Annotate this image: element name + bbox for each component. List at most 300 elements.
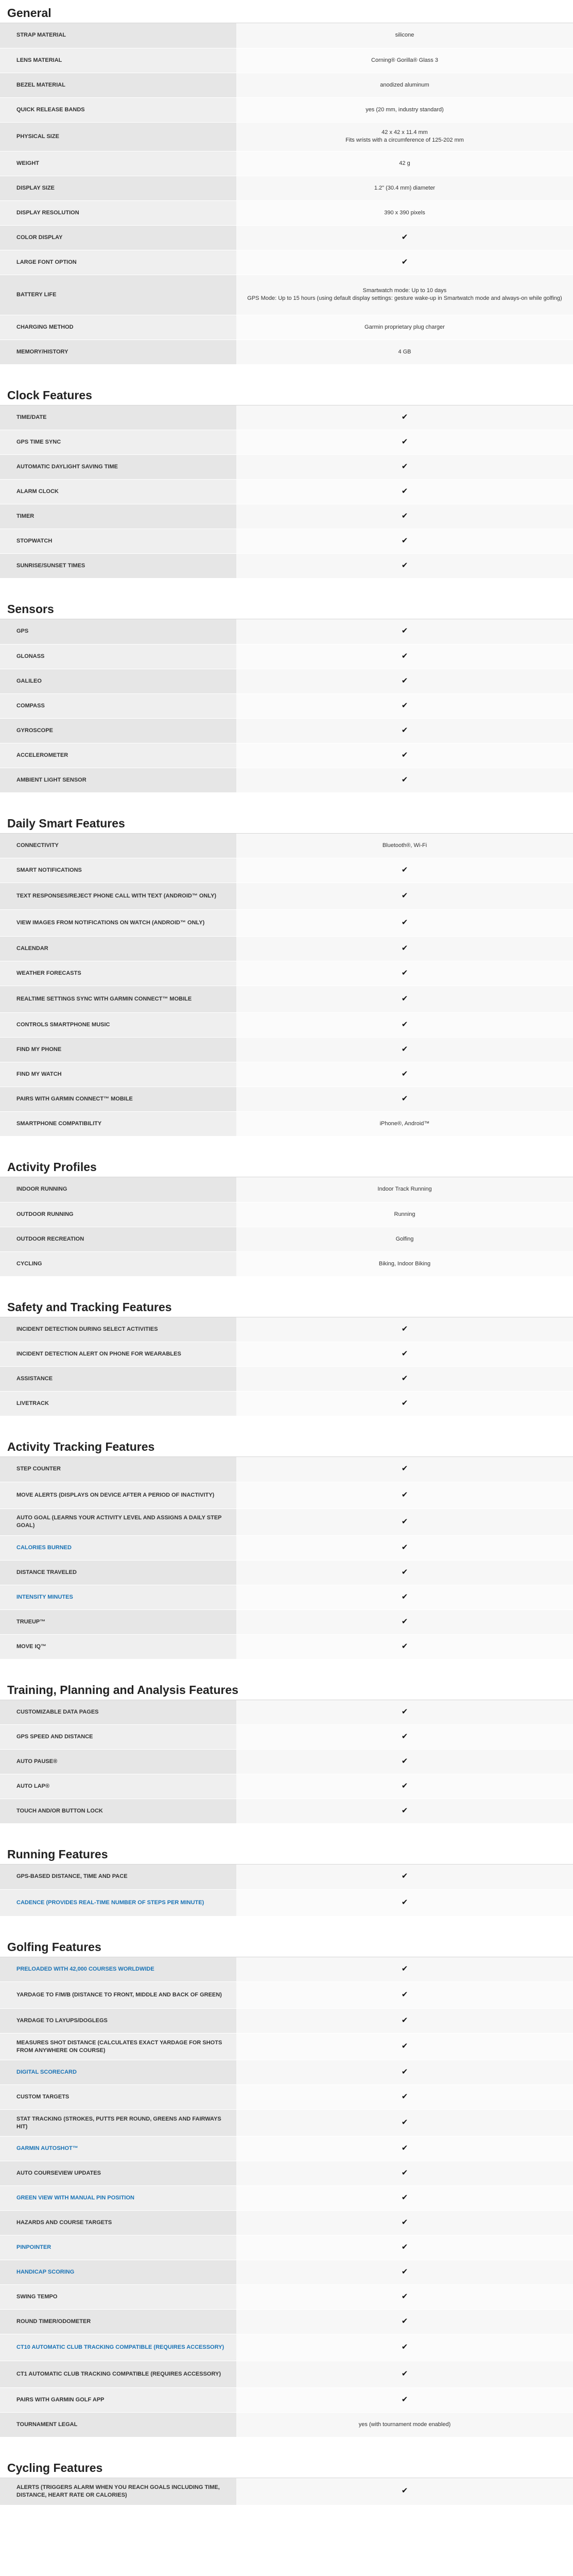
checkmark-icon: ✔	[401, 1517, 408, 1526]
checkmark-icon: ✔	[401, 2292, 408, 2301]
spec-label: PAIRS WITH GARMIN GOLF APP	[16, 2397, 105, 2403]
spec-value-cell	[236, 455, 573, 480]
spec-label-cell	[0, 986, 236, 1013]
spec-row	[0, 529, 573, 554]
spec-label: LARGE FONT OPTION	[16, 259, 77, 265]
spec-value-cell	[236, 315, 573, 340]
spec-label-cell	[0, 1585, 236, 1609]
spec-row	[0, 2110, 573, 2137]
spec-value-cell	[236, 1087, 573, 1112]
checkmark-icon: ✔	[401, 1990, 408, 1999]
spec-value-cell	[236, 1535, 573, 1560]
spec-label-cell	[0, 1392, 236, 1416]
spec-row	[0, 122, 573, 151]
spec-row	[0, 743, 573, 768]
spec-value-cell	[236, 48, 573, 73]
spec-row	[0, 1957, 573, 1982]
spec-label-cell	[0, 315, 236, 340]
spec-label: ACCELEROMETER	[16, 752, 68, 758]
spec-row	[0, 2260, 573, 2285]
spec-label: STOPWATCH	[16, 538, 53, 544]
checkmark-icon: ✔	[401, 1324, 408, 1333]
spec-table-activity-profiles	[0, 1177, 573, 1277]
spec-row	[0, 2235, 573, 2260]
checkmark-icon: ✔	[401, 750, 408, 759]
spec-label-link[interactable]: DIGITAL SCORECARD	[16, 2069, 77, 2075]
spec-value-cell	[236, 176, 573, 200]
spec-label: AUTO LAP®	[16, 1783, 50, 1789]
spec-label: AUTO PAUSE®	[16, 1758, 58, 1765]
spec-label-cell	[0, 2260, 236, 2285]
checkmark-icon: ✔	[401, 626, 408, 636]
spec-label: DISPLAY SIZE	[16, 184, 55, 191]
spec-label: CUSTOMIZABLE DATA PAGES	[16, 1708, 99, 1715]
spec-label: TEXT RESPONSES/REJECT PHONE CALL WITH TEXT (ANDROID™ ONLY)	[16, 893, 217, 899]
spec-row	[0, 2186, 573, 2211]
spec-label-cell	[0, 405, 236, 430]
spec-label-cell	[0, 1535, 236, 1560]
spec-label-link[interactable]: CALORIES BURNED	[16, 1544, 72, 1551]
spec-row	[0, 1227, 573, 1251]
spec-label-cell	[0, 2161, 236, 2186]
spec-label: AUTO GOAL (LEARNS YOUR ACTIVITY LEVEL AND ASSIGNS A DAILY STEP GOAL)	[16, 1515, 222, 1529]
spec-row	[0, 619, 573, 644]
spec-value-cell	[236, 122, 573, 151]
spec-value-cell	[236, 97, 573, 122]
spec-label-cell	[0, 619, 236, 644]
spec-label-cell	[0, 1725, 236, 1750]
spec-label-cell	[0, 1865, 236, 1889]
spec-label-link[interactable]: GARMIN AUTOSHOT™	[16, 2145, 78, 2151]
spec-row	[0, 200, 573, 225]
spec-row	[0, 2161, 573, 2186]
spec-row	[0, 2060, 573, 2085]
spec-value-cell	[236, 529, 573, 554]
spec-label: GPS	[16, 628, 29, 635]
spec-label: GPS SPEED AND DISTANCE	[16, 1734, 93, 1740]
section-title-training-planning-and-analysis-features: Training, Planning and Analysis Features	[0, 1671, 573, 1700]
spec-value-cell	[236, 504, 573, 529]
spec-value-cell	[236, 669, 573, 693]
checkmark-icon: ✔	[401, 1094, 408, 1103]
checkmark-icon: ✔	[401, 1490, 408, 1499]
spec-label: INCIDENT DETECTION DURING SELECT ACTIVITIES	[16, 1326, 158, 1332]
spec-label-cell	[0, 693, 236, 718]
spec-label-cell	[0, 1177, 236, 1202]
spec-label-link[interactable]: HANDICAP SCORING	[16, 2269, 75, 2275]
spec-row	[0, 2211, 573, 2235]
checkmark-icon: ✔	[401, 1543, 408, 1552]
spec-value-cell	[236, 2211, 573, 2235]
spec-value-cell	[236, 2310, 573, 2334]
checkmark-icon: ✔	[401, 2317, 408, 2326]
checkmark-icon: ✔	[401, 1592, 408, 1601]
section-title-activity-profiles: Activity Profiles	[0, 1148, 573, 1177]
checkmark-icon: ✔	[401, 651, 408, 660]
spec-label: VIEW IMAGES FROM NOTIFICATIONS ON WATCH (ANDROID™ ONLY)	[16, 920, 205, 926]
spec-value-cell	[236, 910, 573, 937]
spec-label-cell	[0, 961, 236, 986]
spec-row	[0, 883, 573, 910]
section-title-cycling-features: Cycling Features	[0, 2449, 573, 2478]
spec-value-cell	[236, 250, 573, 275]
spec-table-activity-tracking-features	[0, 1457, 573, 1659]
spec-label-cell	[0, 48, 236, 73]
spec-label-cell	[0, 504, 236, 529]
spec-label-cell	[0, 2361, 236, 2388]
spec-value-cell	[236, 2085, 573, 2110]
spec-label: TIME/DATE	[16, 414, 47, 420]
spec-value-cell	[236, 2413, 573, 2437]
spec-label: AMBIENT LIGHT SENSOR	[16, 776, 86, 783]
spec-table-general	[0, 23, 573, 365]
spec-value: 1.2" (30.4 mm) diameter	[374, 184, 436, 191]
spec-value-cell	[236, 883, 573, 910]
spec-value-cell	[236, 2235, 573, 2260]
spec-row	[0, 315, 573, 340]
checkmark-icon: ✔	[401, 512, 408, 520]
spec-value: 4 GB	[398, 348, 411, 355]
checkmark-icon: ✔	[401, 2016, 408, 2025]
spec-row	[0, 151, 573, 176]
spec-label-cell	[0, 2060, 236, 2085]
spec-value-cell	[236, 1774, 573, 1799]
spec-value-cell	[236, 1062, 573, 1087]
spec-value-cell	[236, 1367, 573, 1392]
spec-label: GYROSCOPE	[16, 727, 53, 734]
checkmark-icon: ✔	[401, 1349, 408, 1358]
spec-label-link[interactable]: PINPOINTER	[16, 2244, 51, 2250]
spec-label-cell	[0, 2388, 236, 2413]
spec-label-cell	[0, 340, 236, 364]
spec-value-cell	[236, 225, 573, 250]
spec-value-cell	[236, 73, 573, 97]
spec-label-cell	[0, 1560, 236, 1585]
spec-label-cell	[0, 1367, 236, 1392]
spec-value: Indoor Track Running	[377, 1186, 432, 1193]
spec-value: silicone	[395, 32, 414, 39]
spec-value-cell	[236, 1013, 573, 1038]
spec-label-cell	[0, 2186, 236, 2211]
spec-label: CONTROLS SMARTPHONE MUSIC	[16, 1022, 110, 1028]
checkmark-icon: ✔	[401, 969, 408, 977]
spec-row	[0, 2009, 573, 2033]
spec-label-cell	[0, 858, 236, 883]
checkmark-icon: ✔	[401, 2067, 408, 2076]
spec-value-cell	[236, 1750, 573, 1774]
checkmark-icon: ✔	[401, 412, 408, 421]
spec-label-cell	[0, 97, 236, 122]
checkmark-icon: ✔	[401, 487, 408, 496]
spec-label: DISTANCE TRAVELED	[16, 1569, 77, 1575]
spec-value-cell	[236, 986, 573, 1013]
spec-row	[0, 1112, 573, 1137]
section-spacer	[0, 1824, 573, 1835]
spec-label: CUSTOM TARGETS	[16, 2094, 70, 2100]
spec-label-cell	[0, 883, 236, 910]
checkmark-icon: ✔	[401, 866, 408, 874]
checkmark-icon: ✔	[401, 1641, 408, 1651]
checkmark-icon: ✔	[401, 2369, 408, 2378]
spec-label-cell	[0, 2033, 236, 2060]
spec-label: WEIGHT	[16, 160, 39, 166]
spec-label: FIND MY PHONE	[16, 1046, 62, 1053]
spec-label-cell	[0, 1889, 236, 1916]
checkmark-icon: ✔	[401, 257, 408, 266]
spec-label-cell	[0, 2137, 236, 2161]
spec-value-cell	[236, 480, 573, 504]
section-spacer	[0, 793, 573, 804]
spec-value-cell	[236, 1509, 573, 1535]
spec-label-cell	[0, 2285, 236, 2310]
spec-label: GPS-BASED DISTANCE, TIME AND PACE	[16, 1873, 128, 1880]
spec-label: SMARTPHONE COMPATIBILITY	[16, 1121, 102, 1127]
section-spacer	[0, 1277, 573, 1288]
spec-label: COMPASS	[16, 702, 45, 709]
spec-label: CONNECTIVITY	[16, 842, 59, 849]
spec-label: BEZEL MATERIAL	[16, 81, 65, 88]
spec-label-cell	[0, 1799, 236, 1824]
spec-label-cell	[0, 480, 236, 504]
spec-label: PHYSICAL SIZE	[16, 133, 59, 140]
checkmark-icon: ✔	[401, 1399, 408, 1408]
checkmark-icon: ✔	[401, 2042, 408, 2050]
spec-row	[0, 2085, 573, 2110]
spec-label: OUTDOOR RECREATION	[16, 1235, 84, 1242]
section-title-activity-tracking-features: Activity Tracking Features	[0, 1428, 573, 1457]
spec-label: BATTERY LIFE	[16, 291, 57, 298]
spec-label-cell	[0, 2085, 236, 2110]
spec-label: LIVETRACK	[16, 1400, 49, 1406]
spec-label-cell	[0, 23, 236, 48]
spec-label-cell	[0, 1038, 236, 1062]
spec-label: MOVE ALERTS (DISPLAYS ON DEVICE AFTER A PERIOD OF INACTIVITY)	[16, 1492, 215, 1498]
spec-row	[0, 1585, 573, 1609]
spec-value-cell	[236, 1251, 573, 1276]
spec-label-cell	[0, 834, 236, 858]
spec-label: PAIRS WITH GARMIN CONNECT™ MOBILE	[16, 1096, 133, 1102]
spec-table-daily-smart-features	[0, 834, 573, 1137]
spec-label-cell	[0, 225, 236, 250]
spec-value: yes (with tournament mode enabled)	[358, 2421, 451, 2428]
checkmark-icon: ✔	[401, 1567, 408, 1577]
checkmark-icon: ✔	[401, 536, 408, 545]
section-title-daily-smart-features: Daily Smart Features	[0, 804, 573, 834]
spec-value-cell	[236, 961, 573, 986]
spec-row	[0, 1774, 573, 1799]
spec-label-cell	[0, 1774, 236, 1799]
spec-label-cell	[0, 1982, 236, 2009]
spec-label-cell	[0, 1202, 236, 1227]
spec-row	[0, 2478, 573, 2505]
spec-label: ALERTS (TRIGGERS ALARM WHEN YOU REACH GOALS INCLUDING TIME, DISTANCE, HEART RATE OR CALORIES)	[16, 2484, 220, 2498]
spec-value-cell	[236, 1038, 573, 1062]
spec-row	[0, 97, 573, 122]
spec-label-cell	[0, 669, 236, 693]
spec-value-cell	[236, 718, 573, 743]
checkmark-icon: ✔	[401, 891, 408, 900]
spec-label-link[interactable]: INTENSITY MINUTES	[16, 1594, 73, 1600]
checkmark-icon: ✔	[401, 1964, 408, 1973]
spec-label-cell	[0, 1609, 236, 1634]
spec-row	[0, 1750, 573, 1774]
spec-label-link[interactable]: CT10 AUTOMATIC CLUB TRACKING COMPATIBLE (REQUIRES ACCESSORY)	[16, 2344, 224, 2350]
checkmark-icon: ✔	[401, 2343, 408, 2351]
spec-label: REALTIME SETTINGS SYNC WITH GARMIN CONNECT™ MOBILE	[16, 996, 192, 1002]
checkmark-icon: ✔	[401, 775, 408, 784]
spec-value-cell	[236, 1342, 573, 1367]
spec-label: LENS MATERIAL	[16, 57, 62, 63]
spec-row	[0, 986, 573, 1013]
spec-row	[0, 73, 573, 97]
spec-label-cell	[0, 529, 236, 554]
spec-label: ALARM CLOCK	[16, 488, 59, 495]
spec-value-cell	[236, 2260, 573, 2285]
spec-label-cell	[0, 718, 236, 743]
spec-row	[0, 23, 573, 48]
section-spacer	[0, 1137, 573, 1148]
spec-value-cell	[236, 644, 573, 669]
spec-row	[0, 1725, 573, 1750]
spec-label-cell	[0, 1251, 236, 1276]
spec-row	[0, 858, 573, 883]
spec-row	[0, 961, 573, 986]
spec-value-cell	[236, 2388, 573, 2413]
spec-label-cell	[0, 122, 236, 151]
checkmark-icon: ✔	[401, 2267, 408, 2276]
spec-label: GPS TIME SYNC	[16, 439, 61, 445]
spec-label: CHARGING METHOD	[16, 324, 74, 330]
checkmark-icon: ✔	[401, 1374, 408, 1383]
spec-label-cell	[0, 151, 236, 176]
spec-value: iPhone®, Android™	[379, 1121, 430, 1127]
section-title-running-features: Running Features	[0, 1835, 573, 1865]
spec-label-cell	[0, 768, 236, 792]
spec-label-cell	[0, 1013, 236, 1038]
spec-label-cell	[0, 743, 236, 768]
spec-label-cell	[0, 455, 236, 480]
checkmark-icon: ✔	[401, 2243, 408, 2251]
spec-label-cell	[0, 1482, 236, 1509]
spec-value-cell	[236, 619, 573, 644]
checkmark-icon: ✔	[401, 1020, 408, 1029]
spec-label-link[interactable]: GREEN VIEW WITH MANUAL PIN POSITION	[16, 2195, 134, 2201]
checkmark-icon: ✔	[401, 2193, 408, 2202]
spec-row	[0, 176, 573, 200]
spec-label-cell	[0, 1509, 236, 1535]
checkmark-icon: ✔	[401, 1897, 408, 1907]
spec-label-cell	[0, 1062, 236, 1087]
spec-row	[0, 405, 573, 430]
spec-row	[0, 1062, 573, 1087]
spec-value-cell	[236, 151, 573, 176]
spec-label-cell	[0, 2009, 236, 2033]
spec-value-cell	[236, 340, 573, 364]
spec-label-link[interactable]: CADENCE (PROVIDES REAL-TIME NUMBER OF STEPS PER MINUTE)	[16, 1899, 204, 1906]
spec-value-cell	[236, 1585, 573, 1609]
spec-value: anodized aluminum	[380, 81, 429, 88]
spec-label: MOVE IQ™	[16, 1643, 47, 1650]
spec-value-cell	[236, 937, 573, 961]
spec-table-sensors	[0, 619, 573, 793]
section-title-safety-and-tracking-features: Safety and Tracking Features	[0, 1288, 573, 1317]
checkmark-icon: ✔	[401, 1707, 408, 1716]
spec-label-link[interactable]: PRELOADED WITH 42,000 COURSES WORLDWIDE	[16, 1965, 154, 1972]
spec-value-cell	[236, 1865, 573, 1889]
spec-row	[0, 937, 573, 961]
spec-row	[0, 834, 573, 858]
spec-value-cell	[236, 2161, 573, 2186]
spec-label: SWING TEMPO	[16, 2294, 58, 2300]
checkmark-icon: ✔	[401, 1732, 408, 1741]
spec-row	[0, 693, 573, 718]
spec-value-cell	[236, 1889, 573, 1916]
spec-row	[0, 2310, 573, 2334]
spec-value-cell	[236, 1609, 573, 1634]
spec-value: Corning® Gorilla® Glass 3	[371, 57, 438, 63]
checkmark-icon: ✔	[401, 1782, 408, 1790]
spec-label-cell	[0, 2110, 236, 2137]
spec-label: INDOOR RUNNING	[16, 1186, 67, 1193]
section-spacer	[0, 2437, 573, 2449]
spec-label: YARDAGE TO LAYUPS/DOGLEGS	[16, 2018, 108, 2024]
spec-value-cell	[236, 693, 573, 718]
spec-row	[0, 1982, 573, 2009]
spec-label: MEMORY/HISTORY	[16, 348, 68, 355]
checkmark-icon: ✔	[401, 918, 408, 927]
spec-value: Bluetooth®, Wi-Fi	[382, 842, 427, 849]
spec-label-cell	[0, 1634, 236, 1659]
spec-label-cell	[0, 2310, 236, 2334]
spec-label-cell	[0, 2413, 236, 2437]
section-title-clock-features: Clock Features	[0, 376, 573, 405]
spec-label-cell	[0, 1750, 236, 1774]
checkmark-icon: ✔	[401, 561, 408, 570]
spec-value-cell	[236, 430, 573, 455]
spec-value-cell	[236, 2137, 573, 2161]
checkmark-icon: ✔	[401, 437, 408, 446]
spec-row	[0, 768, 573, 792]
spec-value-cell	[236, 743, 573, 768]
spec-value-cell	[236, 23, 573, 48]
spec-row	[0, 669, 573, 693]
spec-row	[0, 1392, 573, 1416]
checkmark-icon: ✔	[401, 944, 408, 953]
spec-value: Smartwatch mode: Up to 10 days GPS Mode: Up to 15 hours (using default display settings: gesture wake-up in Smartwatch mode and always-on while golfing)	[247, 287, 562, 301]
checkmark-icon: ✔	[401, 462, 408, 471]
spec-value-cell	[236, 200, 573, 225]
spec-row	[0, 2413, 573, 2437]
spec-label-cell	[0, 1087, 236, 1112]
spec-row	[0, 1317, 573, 1342]
spec-row	[0, 554, 573, 579]
spec-row	[0, 1482, 573, 1509]
spec-label: SMART NOTIFICATIONS	[16, 867, 82, 873]
spec-label: TRUEUP™	[16, 1618, 46, 1625]
spec-row	[0, 1560, 573, 1585]
spec-row	[0, 225, 573, 250]
spec-value-cell	[236, 2361, 573, 2388]
checkmark-icon: ✔	[401, 701, 408, 710]
spec-label: STRAP MATERIAL	[16, 32, 66, 39]
spec-table-cycling-features	[0, 2478, 573, 2505]
spec-label-cell	[0, 200, 236, 225]
spec-value-cell	[236, 275, 573, 315]
spec-label: WEATHER FORECASTS	[16, 970, 81, 976]
checkmark-icon: ✔	[401, 2168, 408, 2177]
checkmark-icon: ✔	[401, 2486, 408, 2496]
spec-value-cell	[236, 1227, 573, 1251]
